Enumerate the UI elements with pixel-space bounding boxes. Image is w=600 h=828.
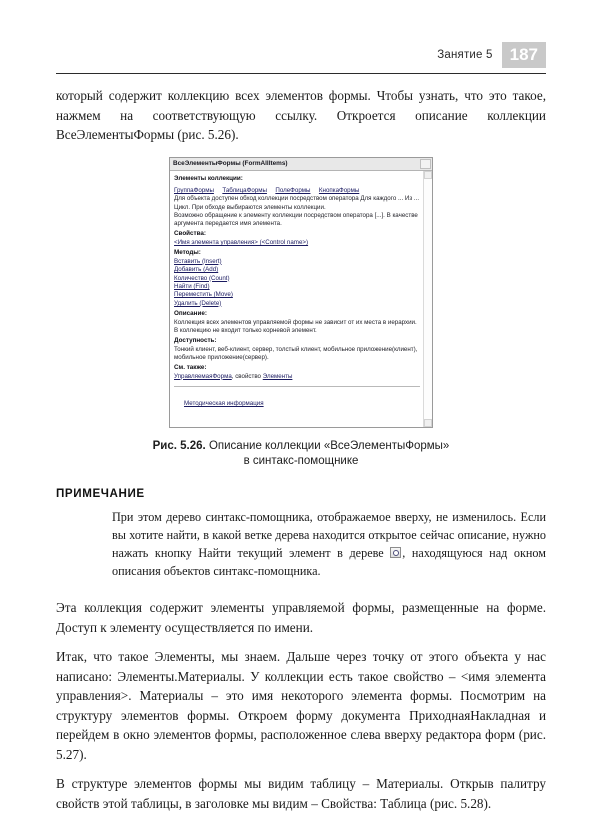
link-upravlyaemaya-forma[interactable]: УправляемаяФорма [174,372,232,380]
collection-items-text-1: Для объекта доступен обход коллекции посредством оператора Для каждого ... Из ... Цикл. При обходе выбираются элементы коллекции. [174,195,420,211]
collection-items-links [174,184,420,195]
link-method-delete[interactable]: Удалить (Delete) [174,299,222,307]
description-text: Коллекция всех элементов управляемой формы не зависит от их места в иерархии. В коллекцию не входит только корневой элемент. [174,318,417,334]
section-heading-availability: Доступность: [174,336,217,344]
figure-caption [56,439,546,469]
syntax-assistant-title: ВсеЭлементыФормы (FormAllItems) [173,160,288,167]
figure-caption-line1: Описание коллекции «ВсеЭлементыФормы» [208,440,450,453]
collection-items-text-2: Возможно обращение к элементу коллекции посредством оператора [...]. В качестве аргумента передается имя элемента. [174,211,418,228]
section-heading-see-also: См. также: [174,363,207,371]
link-method-insert[interactable]: Вставить (Insert) [174,257,222,265]
separator [174,386,420,387]
paragraph-after-fig-2: Итак, что такое Элементы, мы знаем. Дальше через точку от этого объекта у нас написано: Элементы.Материалы. У коллекции есть такое свойство – <имя элемента управления>. Материалы – это имя некоторого элемента формы. Посмотрим на структуру элементов формы. Откроем форму документа ПриходнаяНакладная и перейдем в окно элементов формы, расположенное слева вверху редактора форм (рис. 5.27). [56,649,546,762]
section-heading-properties: Свойства: [174,230,207,237]
section-heading-methods: Методы: [174,248,201,256]
link-method-add[interactable]: Добавить (Add) [174,266,219,274]
close-icon[interactable] [420,159,431,169]
window-footer-space [174,410,420,424]
see-also-line [174,373,420,382]
link-methodical-information[interactable]: Методическая информация [184,400,264,408]
syntax-assistant-body [170,171,432,428]
link-elementy[interactable]: Элементы [262,372,293,380]
page-number: 187 [502,42,546,68]
link-tablica-formy[interactable]: ТаблицаФормы [222,186,267,194]
paragraph-after-fig-3: В структуре элементов формы мы видим таблицу – Материалы. Открыв палитру свойств этой таблицы, в заголовке мы видим – Свойства: Таблица (рис. 5.28). [56,776,546,811]
link-control-name-property[interactable]: <Имя элемента управления> (<Control name>) [174,238,309,246]
note-text-before-icon: При этом дерево синтакс-помощника, отображаемое вверху, не изменилось. Если вы хотите найти, в какой ветке дерева находится открытое сейчас описание, нужно нажать кнопку Найти текущий элемент в дереве [112,510,546,561]
note-text-after-icon: , находящуюся над окном описания объектов синтакс-помощника. [112,546,547,579]
link-pole-formy[interactable]: ПолеФормы [275,186,311,194]
link-method-move[interactable]: Переместить (Move) [174,291,233,299]
link-method-count[interactable]: Количество (Count) [174,274,230,282]
link-knopka-formy[interactable]: КнопкаФормы [318,186,360,194]
note-body [112,508,546,580]
header-title: Занятие 5 [437,49,493,61]
section-heading-collection-items: Элементы коллекции: [174,175,243,182]
note-title: ПРИМЕЧАНИЕ [56,487,145,501]
link-gruppa-formy[interactable]: ГруппаФормы [174,186,214,194]
figure-caption-label: Рис. 5.26. [152,440,206,453]
scroll-down-icon[interactable] [424,419,432,427]
section-heading-description: Описание: [174,309,207,317]
paragraphs-after-note [56,598,546,813]
header-rule [56,73,546,74]
link-method-find[interactable]: Найти (Find) [174,282,210,290]
find-current-element-icon[interactable] [390,547,401,558]
scroll-up-icon[interactable] [424,171,432,179]
availability-text: Тонкий клиент, веб-клиент, сервер, толстый клиент, мобильное приложение(клиент), мобильное приложение(сервер). [174,345,418,361]
figure-caption-line2: в синтакс-помощнике [243,455,359,468]
see-also-middle-text: , свойство [231,372,263,380]
page-header [56,44,546,74]
vertical-scrollbar[interactable] [423,171,432,428]
page-content [56,86,546,813]
paragraph-after-fig-1: Эта коллекция содержит элементы управляемой формы, размещенные на форме. Доступ к элементу осуществляется по имени. [56,600,546,635]
syntax-assistant-titlebar [170,158,432,171]
paragraph-intro: который содержит коллекцию всех элементов формы. Чтобы узнать, что это такое, нажмем на соответствующую ссылку. Откроется описание коллекции ВсеЭлементыФормы (рис. 5.26). [56,88,546,142]
syntax-assistant-window [169,157,433,429]
note-block [56,487,546,580]
figure-5-26 [56,157,546,470]
